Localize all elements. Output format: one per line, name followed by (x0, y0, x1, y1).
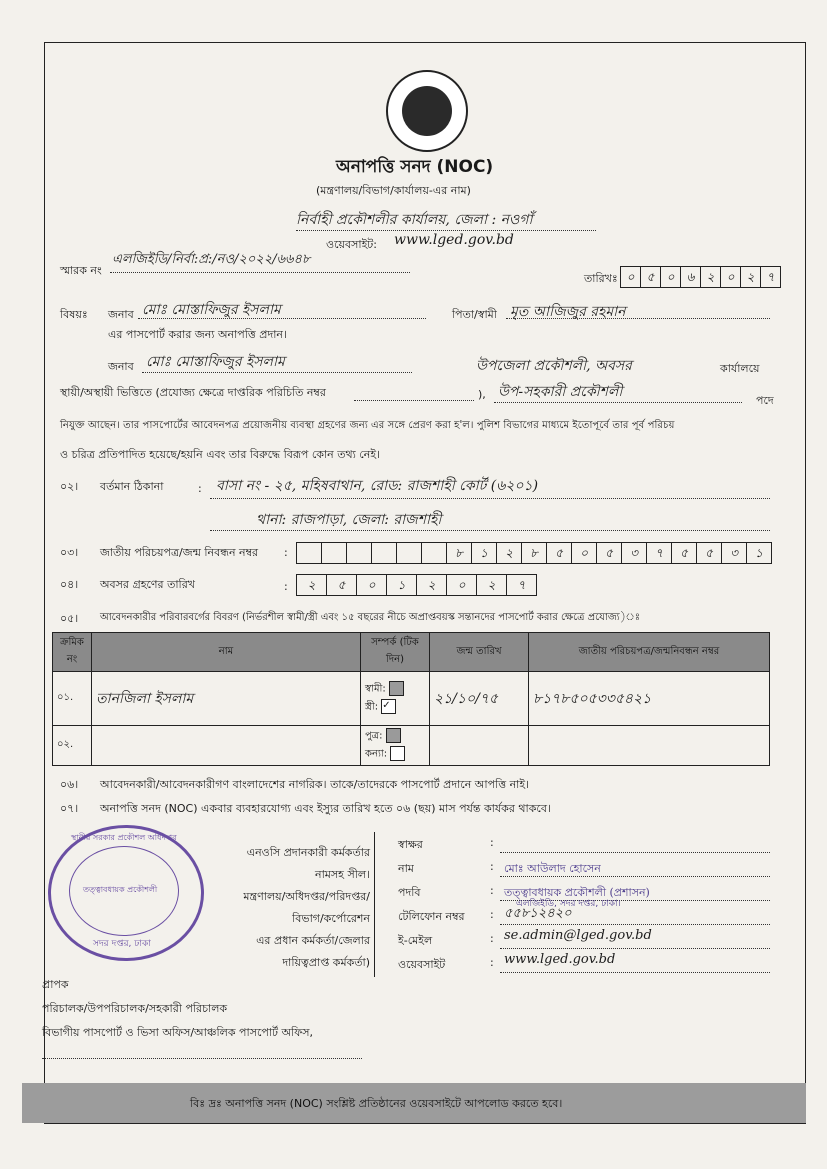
authority-field-colon: : (490, 884, 494, 897)
son-checkbox[interactable] (386, 728, 401, 743)
father-label: পিতা/স্বামী (452, 308, 497, 321)
footer-note-bar (22, 1083, 806, 1123)
date-digit-box: ২ (740, 266, 761, 288)
date-digit-box: ৬ (680, 266, 701, 288)
memo-label: স্মারক নং (60, 264, 102, 277)
table-row (53, 726, 770, 766)
item-02-num: ০২। (60, 480, 79, 493)
retire-digit-box: ৭ (506, 574, 537, 596)
nid-digit-box: ৮ (446, 542, 472, 564)
nid-digit-box (371, 542, 397, 564)
nid-label: জাতীয় পরিচয়পত্র/জন্ম নিবন্ধন নম্বর (100, 546, 259, 559)
row-dob: ২১/১০/৭৫ (430, 672, 529, 726)
th-dob: জন্ম তারিখ (430, 633, 529, 672)
authority-field-colon: : (490, 932, 494, 945)
row-name (92, 726, 361, 766)
authority-left-line: মন্ত্রণালয়/অধিদপ্তর/পরিদপ্তর/ (243, 890, 370, 903)
doc-subtitle: (মন্ত্রণালয়/বিভাগ/কার্যালয়-এর নাম) (316, 184, 471, 197)
nid-digit-box: ৩ (721, 542, 747, 564)
footer-note: বিঃ দ্রঃ অনাপত্তি সনদ (NOC) সংশ্লিষ্ট প্রতিষ্ঠানের ওয়েবসাইটে আপলোড করতে হবে। (190, 1097, 563, 1110)
retire-digit-box: ১ (386, 574, 417, 596)
nid-digit-box (296, 542, 322, 564)
father-value: মৃত আজিজুর রহমান (510, 304, 626, 320)
authority-left-line: দায়িত্বপ্রাপ্ত কর্মকর্তা) (282, 956, 370, 969)
retire-digit-box: ২ (416, 574, 447, 596)
th-nid: জাতীয় পরিচয়পত্র/জন্মনিবন্ধন নম্বর (529, 633, 770, 672)
government-seal (386, 70, 468, 152)
sub-designation: এলজিইডি, সদর দপ্তর, ঢাকা। (516, 899, 621, 909)
table-row (53, 672, 770, 726)
row-dob (430, 726, 529, 766)
nid-digit-box (421, 542, 447, 564)
subject-label: বিষয়ঃ (60, 308, 88, 321)
body-office-suffix: কার্যালয়ে (720, 362, 760, 375)
rel-husband-label: স্বামী: (365, 683, 386, 695)
nid-digit-box (346, 542, 372, 564)
authority-field-label: পদবি (398, 886, 421, 899)
authority-left-line: নামসহ সীল। (315, 868, 370, 881)
family-table (52, 632, 770, 766)
authority-left-line: এনওসি প্রদানকারী কর্মকর্তার (246, 846, 370, 859)
item-04-num: ০৪। (60, 578, 79, 591)
address-line1: বাসা নং - ২৫, মহিষবাথান, রোড: রাজশাহী কোর্ট (৬২০১) (216, 478, 539, 494)
body-line3: নিযুক্ত আছেন। তার পাসপোর্টের আবেদনপত্র প্রয়োজনীয় ব্যবস্থা গ্রহণের জন্য এর সঙ্গে প্রেরণ করা হ'ল। পুলিশ বিভাগের মাধ্যমে ইতোপূর্বে তার পূর্ব পরিচয় (60, 420, 675, 431)
wife-checkbox[interactable]: ✓ (381, 699, 396, 714)
recipient-line2: বিভাগীয় পাসপোর্ট ও ভিসা অফিস/আঞ্চলিক পাসপোর্ট অফিস, (42, 1026, 313, 1039)
authority-field-colon: : (490, 860, 494, 873)
authority-field-value: ৫৫৮১২৪২০ (504, 906, 572, 921)
recipient-label: প্রাপক (42, 978, 69, 991)
stamp-outer-text: স্থানীয় সরকার প্রকৌশল অধিদপ্তর (71, 833, 177, 842)
body-line2: স্থায়ী/অস্থায়ী ভিত্তিতে (প্রযোজ্য ক্ষেত্রে দাপ্তরিক পরিচিতি নম্বর (60, 386, 326, 399)
retire-digit-box: ২ (476, 574, 507, 596)
date-digit-box: ০ (660, 266, 681, 288)
body-janab: জনাব (108, 360, 134, 373)
website-value: www.lged.gov.bd (394, 232, 514, 248)
authority-field-value: www.lged.gov.bd (504, 952, 616, 967)
subject-janab: জনাব (108, 308, 134, 321)
retire-digit-box: ০ (356, 574, 387, 596)
nid-digit-box: ৫ (546, 542, 572, 564)
retire-digit-box: ৫ (326, 574, 357, 596)
th-relation: সম্পর্ক (টিক দিন) (361, 633, 430, 672)
date-digit-box: ৭ (760, 266, 781, 288)
authority-field-label: টেলিফোন নম্বর (398, 910, 465, 923)
item-05-num: ০৫। (60, 612, 79, 625)
row-relation (361, 672, 430, 726)
retire-label: অবসর গ্রহণের তারিখ (100, 578, 195, 591)
th-serial: ক্রমিক নং (53, 633, 92, 672)
body-pade: পদে (756, 394, 774, 407)
nid-digit-box: ৫ (596, 542, 622, 564)
body-designation: উপ-সহকারী প্রকৌশলী (498, 384, 623, 400)
nid-digit-box: ৩ (621, 542, 647, 564)
item-07-text: অনাপত্তি সনদ (NOC) একবার ব্যবহারযোগ্য এবং ইস্যুর তারিখ হতে ০৬ (ছয়) মাস পর্যন্ত কার্যকর থাকবে। (100, 802, 551, 815)
item-03-num: ০৩। (60, 546, 79, 559)
subject-name: মোঃ মোস্তাফিজুর ইসলাম (142, 302, 281, 318)
doc-title: অনাপত্তি সনদ (NOC) (336, 157, 494, 177)
address-label: বর্তমান ঠিকানা (100, 480, 164, 493)
authority-left-line: বিভাগ/কর্পোরেশন (292, 912, 370, 925)
authority-field-value: তত্ত্বাবধায়ক প্রকৌশলী (প্রশাসন) (504, 886, 650, 899)
stamp-middle-text: তত্ত্বাবধায়ক প্রকৌশলী (83, 885, 158, 894)
seal-emblem (402, 86, 452, 136)
row-serial: ০২. (53, 726, 92, 766)
nid-digit-box: ১ (471, 542, 497, 564)
body-name: মোঃ মোস্তাফিজুর ইসলাম (146, 354, 285, 370)
recipient-line1: পরিচালক/উপপরিচালক/সহকারী পরিচালক (42, 1002, 228, 1015)
authority-field-value: মোঃ আউলাদ হোসেন (504, 862, 601, 875)
nid-digit-box: ৫ (671, 542, 697, 564)
row-nid: ৮১৭৮৫০৫৩৩৫৪২১ (529, 672, 770, 726)
memo-value: এলজিইডি/নির্বা:প্র:/নও/২০২২/৬৬৪৮ (112, 252, 311, 267)
item-06-num: ০৬। (60, 778, 79, 791)
nid-digit-box: ০ (571, 542, 597, 564)
rel-wife-label: স্ত্রী: (365, 701, 379, 712)
date-digit-box: ২ (700, 266, 721, 288)
nid-digit-box: ৭ (646, 542, 672, 564)
rel-daughter-label: কন্যা: (365, 748, 388, 759)
rel-son-label: পুত্র: (365, 730, 383, 742)
nid-digit-box (321, 542, 347, 564)
authority-field-colon: : (490, 956, 494, 969)
authority-field-colon: : (490, 836, 494, 849)
authority-field-label: নাম (398, 862, 414, 875)
nid-digit-box: ১ (746, 542, 772, 564)
daughter-checkbox[interactable] (390, 746, 405, 761)
authority-field-label: স্বাক্ষর (398, 838, 423, 851)
row-nid (529, 726, 770, 766)
nid-digit-box: ৫ (696, 542, 722, 564)
row-relation (361, 726, 430, 766)
item-07-num: ০৭। (60, 802, 79, 815)
stamp-bottom-text: সদর দপ্তর, ঢাকা (93, 939, 151, 949)
office-stamp (48, 825, 204, 961)
husband-checkbox[interactable] (389, 681, 404, 696)
nid-digit-box: ২ (496, 542, 522, 564)
authority-field-label: ওয়েবসাইট (398, 958, 446, 971)
authority-field-label: ই-মেইল (398, 934, 433, 947)
nid-digit-box (396, 542, 422, 564)
date-digit-box: ০ (620, 266, 641, 288)
row-name: তানজিলা ইসলাম (92, 672, 361, 726)
date-digit-box: ০ (720, 266, 741, 288)
authority-field-colon: : (490, 908, 494, 921)
date-digit-box: ৫ (640, 266, 661, 288)
office-name: নির্বাহী প্রকৌশলীর কার্যালয়, জেলা : নওগাঁ (296, 212, 533, 228)
row-serial: ০১. (53, 672, 92, 726)
family-label: আবেদনকারীর পরিবারবর্গের বিবরণ (নির্ভরশীল স্বামী/স্ত্রী এবং ১৫ বছরের নীচে অপ্রাপ্তবয়স্ক সন্তানদের পাসপোর্ট করার ক্ষেত্রে প্রযোজ্য)ঃ (100, 612, 641, 623)
body-office: উপজেলা প্রকৌশলী, অবসর (476, 358, 632, 374)
th-name: নাম (92, 633, 361, 672)
date-label: তারিখঃ (584, 272, 618, 285)
nid-digit-box: ৮ (521, 542, 547, 564)
item-06-text: আবেদনকারী/আবেদনকারীগণ বাংলাদেশের নাগরিক। তাকে/তাদেরকে পাসপোর্ট প্রদানে আপত্তি নাই। (100, 778, 530, 791)
authority-field-value: se.admin@lged.gov.bd (504, 928, 652, 943)
subject-line2: এর পাসপোর্ট করার জন্য অনাপত্তি প্রদান। (108, 328, 287, 341)
body-line4: ও চরিত্র প্রতিপাদিত হয়েছে/হয়নি এবং তার বিরুদ্ধে বিরূপ কোন তথ্য নেই। (60, 448, 380, 461)
retire-digit-box: ০ (446, 574, 477, 596)
authority-left-line: এর প্রধান কর্মকর্তা/জেলার (256, 934, 370, 947)
retire-digit-box: ২ (296, 574, 327, 596)
website-label: ওয়েবসাইট: (326, 238, 377, 251)
address-line2: থানা: রাজপাড়া, জেলা: রাজশাহী (256, 512, 442, 528)
